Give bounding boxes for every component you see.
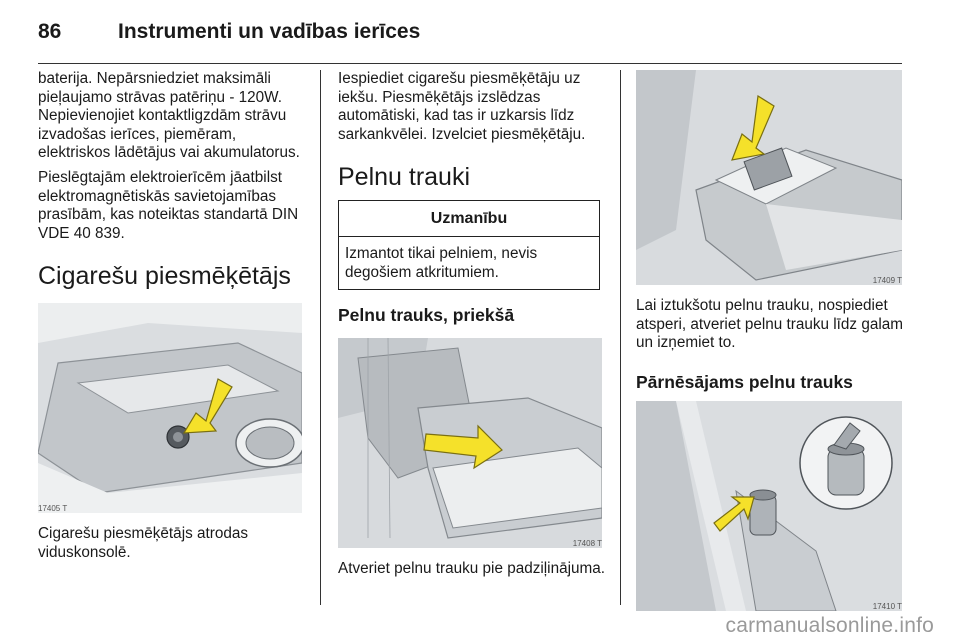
caution-title: Uzmanību: [339, 201, 599, 237]
caution-notice: [338, 200, 600, 289]
lighter-instructions: Iespiediet cigarešu piesmēķētāju uz iekšu. Piesmēķētājs izslēdzas automātiski, kad tas ir uzkarsis līdz sarkankvēlei. Izvelciet piesmēķētāju.: [338, 70, 586, 143]
front-ashtray-illustration: [338, 338, 602, 548]
cigarette-lighter-illustration: [38, 303, 302, 513]
column-1: [38, 70, 306, 563]
running-title: Instrumenti un vadības ierīces: [118, 20, 421, 43]
cigarette-lighter-heading: Cigarešu piesmēķētājs: [38, 262, 291, 291]
page-number: 86: [38, 20, 62, 43]
caution-text: Izmantot tikai pelniem, nevis degošiem atkritumiem.: [345, 245, 538, 281]
ashtrays-heading: Pelnu trauki: [338, 163, 471, 192]
portable-ashtray-figure: [636, 401, 902, 611]
watermark: carmanualsonline.info: [725, 614, 934, 637]
portable-ashtray-heading: Pārnēsājams pelnu trauks: [636, 371, 853, 392]
battery-paragraph: baterija. Nepārsniedziet maksimāli pieļaujamo strāvas patēriņu - 120W. Nepievienojiet kontaktligzdām strāvu izvadošas ierīces, piemēram, elektriskos lādētājus vai akumulatorus.: [38, 70, 300, 162]
cigarette-lighter-caption: Cigarešu piesmēķētājs atrodas viduskonsolē.: [38, 525, 249, 561]
front-ashtray-figure: [338, 338, 602, 548]
figure-number-17408: 17408 T: [572, 538, 602, 548]
emc-paragraph: Pieslēgtajām elektroierīcēm jāatbilst elektromagnētiskās savietojamības prasībām, kas noteiktas standartā DIN VDE 40 839.: [38, 168, 299, 242]
figure-number-17405: 17405 T: [38, 504, 68, 514]
figure-number-17409: 17409 T: [872, 276, 902, 285]
ashtray-removal-figure: [636, 70, 902, 285]
column-divider-right: [620, 70, 621, 605]
ashtray-removal-illustration: [636, 70, 902, 285]
figure-number-17410: 17410 T: [872, 601, 902, 611]
ashtray-emptying-instructions: Lai iztukšotu pelnu trauku, nospiediet atsperi, atveriet pelnu trauku līdz galam un izņemiet to.: [636, 297, 903, 352]
column-2: [338, 70, 606, 578]
front-ashtray-heading: Pelnu trauks, priekšā: [338, 304, 515, 325]
column-divider-left: [320, 70, 321, 605]
cigarette-lighter-figure: [38, 303, 302, 513]
portable-ashtray-illustration: [636, 401, 902, 611]
column-3: [636, 70, 904, 611]
page-header: [38, 14, 902, 64]
front-ashtray-caption: Atveriet pelnu trauku pie padziļinājuma.: [338, 559, 606, 577]
